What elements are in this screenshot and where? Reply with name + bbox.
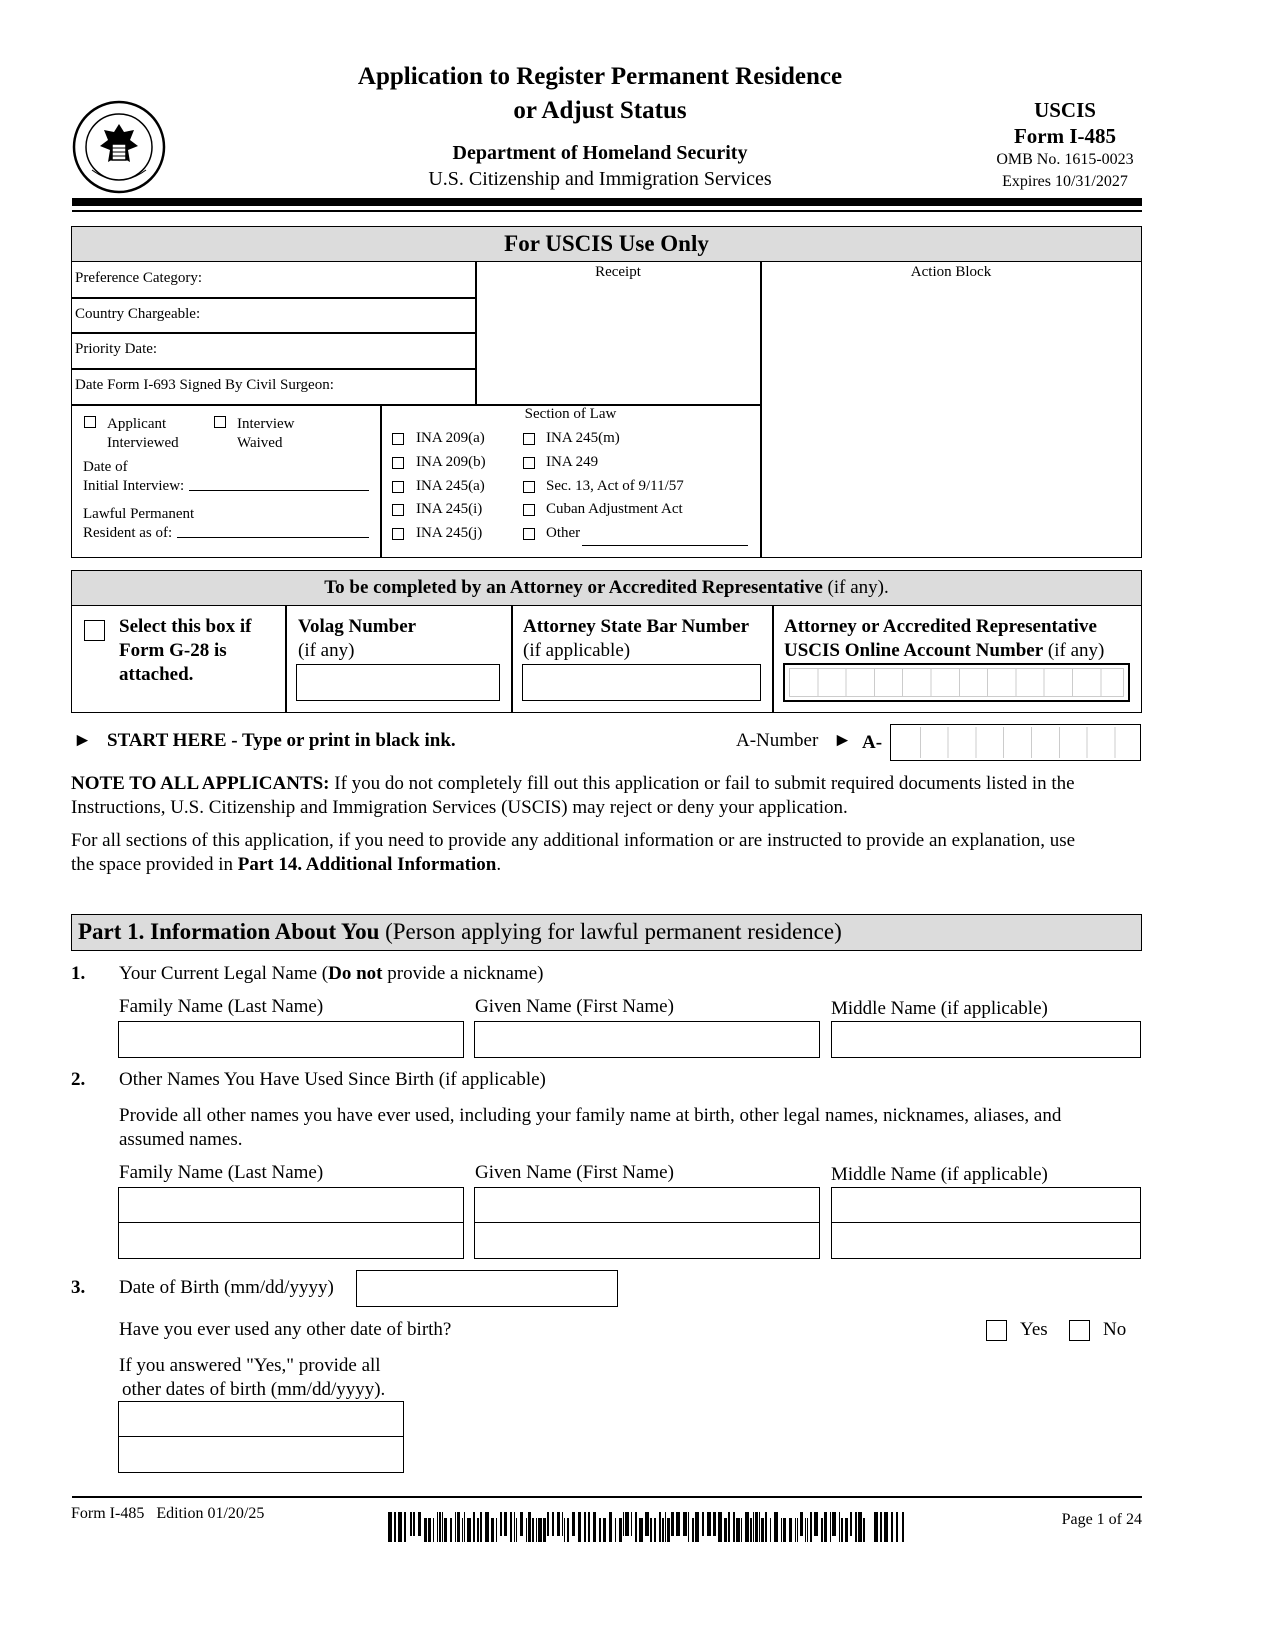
form-number: Form I-485 (1013, 124, 1117, 148)
ina-209b-checkbox[interactable] (392, 457, 404, 469)
applicant-interviewed-checkbox[interactable] (84, 416, 96, 428)
header-rule-thin (72, 210, 1142, 212)
date-of-label: Date of (83, 459, 128, 475)
ina-245i-checkbox[interactable] (392, 504, 404, 516)
ina-249-checkbox[interactable] (523, 457, 535, 469)
q3-number: 3. (71, 1277, 86, 1298)
q2-family-label: Family Name (Last Name) (119, 1162, 324, 1183)
ina-245a-checkbox[interactable] (392, 481, 404, 493)
volag-number-input[interactable] (296, 664, 500, 701)
q2-family-name-input-1[interactable] (118, 1187, 464, 1224)
start-here-text: START HERE - Type or print in black ink. (107, 730, 456, 751)
other-law-label: Other (546, 525, 581, 541)
ina-245j-checkbox[interactable] (392, 528, 404, 540)
q2-desc-line2: assumed names. (119, 1129, 243, 1150)
q2-family-name-input-2[interactable] (118, 1222, 464, 1259)
q1-middle-label: Middle Name (if applicable) (831, 998, 1048, 1019)
bar-number-input[interactable] (522, 664, 761, 701)
form-title-line2: or Adjust Status (513, 97, 687, 124)
initial-interview-line[interactable] (189, 490, 369, 491)
a-number-prefix: A- (862, 732, 883, 753)
ina-245a-label: INA 245(a) (416, 478, 485, 494)
note-line2: Instructions, U.S. Citizenship and Immigration Services (USCIS) may reject or deny your application. (71, 797, 848, 818)
other-law-line[interactable] (582, 545, 748, 546)
other-dob-input-2[interactable] (118, 1436, 404, 1473)
attorney-title: To be completed by an Attorney or Accredited Representative (if any). (72, 571, 1141, 606)
interview-label: Interview (237, 416, 295, 432)
q2-middle-label: Middle Name (if applicable) (831, 1164, 1048, 1185)
ina-245m-checkbox[interactable] (523, 433, 535, 445)
other-dob-input-1[interactable] (118, 1401, 404, 1438)
footer-page: Page 1 of 24 (1061, 1511, 1142, 1528)
agency-name: U.S. Citizenship and Immigration Services (428, 168, 772, 190)
volag-sub: (if any) (298, 640, 355, 661)
lpr-label-line1: Lawful Permanent (83, 506, 195, 522)
q2-given-name-input-2[interactable] (474, 1222, 820, 1259)
country-chargeable-label: Country Chargeable: (75, 306, 201, 322)
a-number-input[interactable] (890, 724, 1141, 761)
dept-name: Department of Homeland Security (452, 142, 748, 164)
g28-label-line3: attached. (119, 664, 194, 685)
volag-label: Volag Number (298, 616, 417, 637)
part14-reference: Part 14. Additional Information (237, 854, 497, 875)
priority-date-label: Priority Date: (75, 341, 158, 357)
q1-family-name-input[interactable] (118, 1021, 464, 1058)
bar-number-sub: (if applicable) (523, 640, 631, 661)
q2-label: Other Names You Have Used Since Birth (if applicable) (119, 1069, 546, 1090)
form-title-line1: Application to Register Permanent Residence (357, 63, 843, 90)
q1-number: 1. (71, 963, 86, 984)
date-of-birth-input[interactable] (356, 1270, 618, 1307)
note-line1: If you do not completely fill out this application or fail to submit required documents listed in the (329, 773, 1075, 794)
q2-desc-line1: Provide all other names you have ever used, including your family name at birth, other legal names, nicknames, aliases, and (119, 1105, 1062, 1126)
receipt-label: Receipt (595, 264, 641, 280)
i693-date-label: Date Form I-693 Signed By Civil Surgeon: (75, 377, 334, 393)
a-number-label: A-Number (736, 730, 819, 751)
part1-header: Part 1. Information About You (Person applying for lawful permanent residence) (71, 914, 1142, 951)
online-account-label-line1: Attorney or Accredited Representative (784, 616, 1097, 637)
uscis-use-title: For USCIS Use Only (72, 227, 1141, 262)
ina-245m-label: INA 245(m) (546, 430, 620, 446)
interviewed-label: Interviewed (107, 435, 179, 451)
para2-line2a: the space provided in (71, 854, 238, 875)
q1-family-label: Family Name (Last Name) (119, 996, 324, 1017)
interview-waived-checkbox[interactable] (214, 416, 226, 428)
ina-249-label: INA 249 (546, 454, 599, 470)
barcode-icon (388, 1512, 910, 1542)
online-account-sub: (if any) (1043, 640, 1105, 661)
sec13-checkbox[interactable] (523, 481, 535, 493)
uscis-label: USCIS (1034, 98, 1096, 122)
ina-209a-checkbox[interactable] (392, 433, 404, 445)
q1-given-label: Given Name (First Name) (475, 996, 674, 1017)
q2-middle-name-input-2[interactable] (831, 1222, 1141, 1259)
q1-given-name-input[interactable] (474, 1021, 820, 1058)
footer-edition: Edition 01/20/25 (156, 1505, 265, 1522)
g28-attached-checkbox[interactable] (84, 620, 105, 641)
q1-label: Your Current Legal Name (Do not provide a nickname) (119, 963, 544, 984)
q3-no-checkbox[interactable] (1069, 1320, 1090, 1341)
q3-label: Date of Birth (mm/dd/yyyy) (119, 1277, 334, 1298)
cuban-adjustment-label: Cuban Adjustment Act (546, 501, 683, 517)
dhs-seal-icon (72, 100, 166, 194)
initial-interview-label: Initial Interview: (83, 478, 185, 494)
online-account-label-line2: USCIS Online Account Number (784, 640, 1044, 661)
note-bold: NOTE TO ALL APPLICANTS: (71, 773, 330, 794)
cuban-adjustment-checkbox[interactable] (523, 504, 535, 516)
q3-yes-label: Yes (1020, 1319, 1048, 1340)
q3-other-dob-question: Have you ever used any other date of birth? (119, 1319, 452, 1340)
preference-category-label: Preference Category: (75, 270, 203, 286)
applicant-label: Applicant (107, 416, 167, 432)
g28-label-line2: Form G-28 is (119, 640, 227, 661)
lpr-label-line2: Resident as of: (83, 525, 173, 541)
q3-yes-checkbox[interactable] (986, 1320, 1007, 1341)
sec13-label: Sec. 13, Act of 9/11/57 (546, 478, 684, 494)
ina-209a-label: INA 209(a) (416, 430, 485, 446)
other-law-checkbox[interactable] (523, 528, 535, 540)
lpr-date-line[interactable] (177, 537, 369, 538)
q1-middle-name-input[interactable] (831, 1021, 1141, 1058)
online-account-number-input[interactable] (783, 663, 1130, 702)
omb-number: OMB No. 1615-0023 (996, 151, 1134, 168)
q3-if-yes-line2: other dates of birth (mm/dd/yyyy). (122, 1379, 386, 1400)
header-rule-thick (72, 198, 1142, 206)
action-block-label: Action Block (910, 264, 992, 280)
q2-given-name-input-1[interactable] (474, 1187, 820, 1224)
q2-middle-name-input-1[interactable] (831, 1187, 1141, 1224)
ina-245i-label: INA 245(i) (416, 501, 483, 517)
para2-line1: For all sections of this application, if you need to provide any additional information or are instructed to provide an explanation, use (71, 830, 1076, 851)
g28-label-line1: Select this box if (119, 616, 252, 637)
q2-given-label: Given Name (First Name) (475, 1162, 674, 1183)
section-of-law-label: Section of Law (524, 406, 617, 422)
expiration-date: Expires 10/31/2027 (1002, 173, 1128, 190)
ina-245j-label: INA 245(j) (416, 525, 483, 541)
bar-number-label: Attorney State Bar Number (523, 616, 750, 637)
ina-209b-label: INA 209(b) (416, 454, 486, 470)
a-number-arrow-icon: ► (833, 730, 852, 751)
q3-if-yes-line1: If you answered "Yes," provide all (119, 1355, 381, 1376)
start-here-arrow-icon: ► (73, 730, 92, 751)
waived-label: Waived (237, 435, 283, 451)
footer-rule (72, 1496, 1142, 1498)
q2-number: 2. (71, 1069, 86, 1090)
footer-form: Form I-485 (71, 1505, 145, 1522)
q3-no-label: No (1103, 1319, 1127, 1340)
